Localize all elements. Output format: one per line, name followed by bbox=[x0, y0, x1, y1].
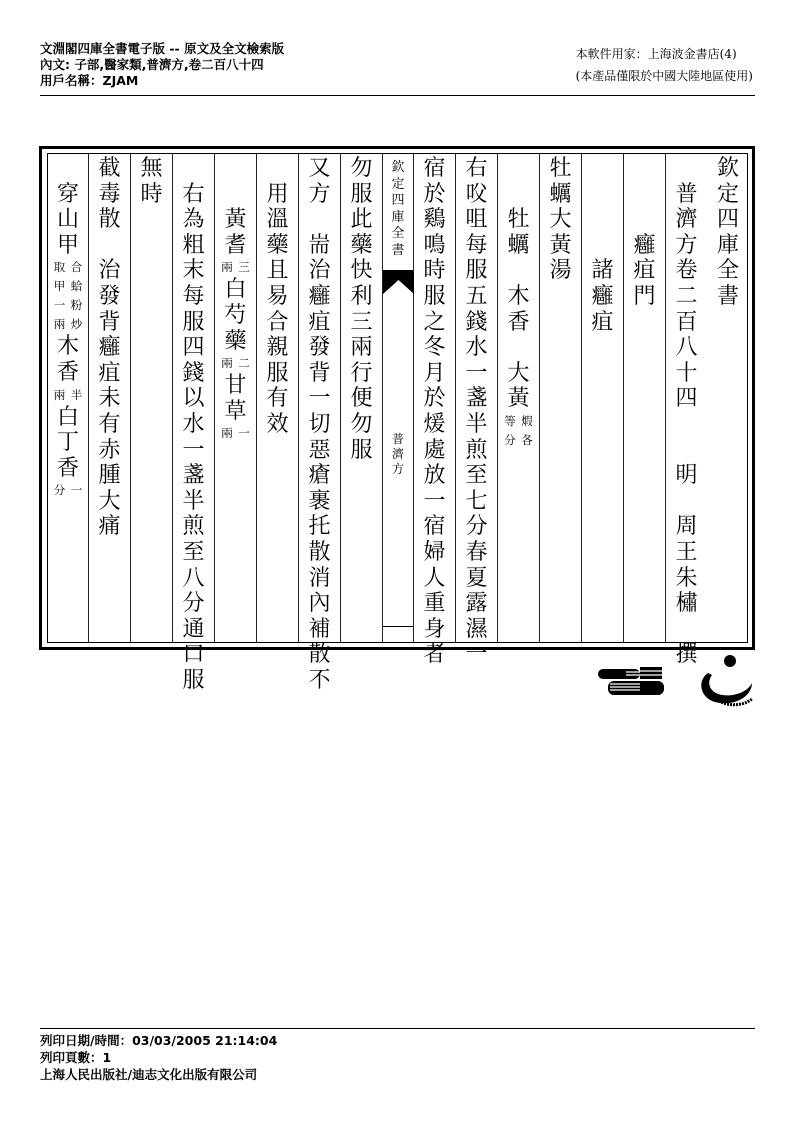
glyph: 毒 bbox=[98, 181, 121, 207]
text-column bbox=[340, 154, 382, 642]
annotation-note: 合 蛤 粉 炒 取 甲 一 兩 bbox=[53, 260, 83, 332]
glyph: 癰 bbox=[633, 232, 656, 258]
glyph: 每 bbox=[465, 232, 488, 258]
glyph: 之 bbox=[423, 309, 446, 335]
glyph: 撰 bbox=[675, 642, 698, 668]
glyph: 半 bbox=[465, 411, 488, 437]
glyph: 蠣 bbox=[507, 232, 530, 258]
glyph: 庫 bbox=[716, 232, 739, 258]
glyph: 治 bbox=[98, 258, 121, 284]
glyph: 半 bbox=[182, 488, 205, 514]
column-text bbox=[456, 156, 497, 668]
glyph: 煎 bbox=[465, 437, 488, 463]
glyph: 冬 bbox=[423, 335, 446, 361]
glyph: 消 bbox=[308, 565, 331, 591]
text-column bbox=[256, 154, 298, 642]
glyph: 甲 bbox=[56, 232, 79, 258]
print-page-count: 列印頁數：1 bbox=[40, 1050, 112, 1065]
column-text bbox=[707, 156, 749, 310]
glyph: 親 bbox=[266, 335, 289, 361]
glyph: 每 bbox=[182, 283, 205, 309]
text-column bbox=[48, 154, 88, 642]
glyph: 香 bbox=[56, 455, 79, 481]
glyph: 腫 bbox=[98, 463, 121, 489]
fish-tail-column bbox=[382, 154, 413, 642]
glyph: 身 bbox=[423, 616, 446, 642]
glyph: 七 bbox=[465, 488, 488, 514]
annotation-note: 煆 各 等 分 bbox=[504, 413, 533, 447]
text-column bbox=[707, 154, 749, 642]
glyph: 分 bbox=[182, 591, 205, 617]
glyph: 疽 bbox=[591, 309, 614, 335]
glyph: 服 bbox=[266, 360, 289, 386]
glyph: 不 bbox=[308, 667, 331, 693]
glyph: 效 bbox=[266, 411, 289, 437]
annotation-note: 三 兩 bbox=[221, 260, 250, 275]
annotation-note: 二 兩 bbox=[221, 356, 250, 371]
glyph: 服 bbox=[423, 283, 446, 309]
fish-tail-book-name: 普 濟 方 bbox=[383, 294, 413, 627]
glyph: 白 bbox=[224, 277, 247, 303]
glyph: 水 bbox=[182, 411, 205, 437]
glyph: 四 bbox=[182, 335, 205, 361]
column-text bbox=[498, 156, 539, 450]
annotation-note: 一 兩 bbox=[221, 426, 250, 441]
glyph: 盞 bbox=[182, 463, 205, 489]
annotation-note: 半 兩 bbox=[53, 387, 83, 402]
glyph: 橚 bbox=[675, 591, 698, 617]
glyph: 處 bbox=[423, 437, 446, 463]
glyph: 方 bbox=[675, 232, 698, 258]
glyph: 時 bbox=[423, 258, 446, 284]
glyph: 草 bbox=[224, 398, 247, 424]
glyph: 明 bbox=[675, 463, 698, 489]
glyph: 濟 bbox=[675, 207, 698, 233]
glyph: 定 bbox=[716, 181, 739, 207]
column-text bbox=[89, 156, 130, 540]
glyph: 快 bbox=[350, 258, 373, 284]
header-left bbox=[40, 41, 284, 89]
glyph: 濕 bbox=[465, 616, 488, 642]
glyph: 全 bbox=[716, 258, 739, 284]
glyph: 粗 bbox=[182, 232, 205, 258]
glyph: 切 bbox=[308, 411, 331, 437]
glyph: 服 bbox=[350, 437, 373, 463]
glyph: 方 bbox=[308, 181, 331, 207]
content-path: 內文: 子部,醫家類,普濟方,卷二百八十四 bbox=[40, 57, 264, 72]
glyph: 行 bbox=[350, 360, 373, 386]
glyph: 香 bbox=[56, 359, 79, 385]
glyph: 服 bbox=[182, 667, 205, 693]
glyph: 婦 bbox=[423, 539, 446, 565]
glyph: 春 bbox=[465, 539, 488, 565]
glyph: 黃 bbox=[507, 386, 530, 412]
glyph: 疽 bbox=[98, 360, 121, 386]
fish-tail-title: 欽 定 四 庫 全 書 bbox=[391, 160, 405, 258]
glyph: 至 bbox=[182, 539, 205, 565]
glyph: 香 bbox=[507, 309, 530, 335]
column-text bbox=[414, 156, 455, 668]
text-column bbox=[665, 154, 707, 668]
glyph: 夏 bbox=[465, 565, 488, 591]
glyph: 補 bbox=[308, 616, 331, 642]
glyph: 裹 bbox=[308, 488, 331, 514]
glyph: 㕮 bbox=[465, 181, 488, 207]
glyph: 一 bbox=[465, 360, 488, 386]
glyph: 發 bbox=[98, 283, 121, 309]
glyph: 煖 bbox=[423, 411, 446, 437]
glyph: 兩 bbox=[350, 335, 373, 361]
column-text bbox=[257, 156, 298, 438]
glyph: 疽 bbox=[308, 309, 331, 335]
logos bbox=[596, 655, 756, 715]
glyph: 煎 bbox=[182, 514, 205, 540]
glyph: 五 bbox=[465, 283, 488, 309]
licensee: 本軟件用家：上海波金書店(4) bbox=[575, 47, 737, 61]
column-text bbox=[624, 156, 665, 310]
text-column bbox=[172, 154, 214, 693]
glyph: 穿 bbox=[56, 181, 79, 207]
glyph: 藥 bbox=[266, 232, 289, 258]
glyph: 人 bbox=[423, 565, 446, 591]
glyph: 勿 bbox=[350, 411, 373, 437]
glyph: 疽 bbox=[633, 258, 656, 284]
glyph: 大 bbox=[98, 488, 121, 514]
glyph: 二 bbox=[675, 283, 698, 309]
glyph: 一 bbox=[308, 386, 331, 412]
glyph: 放 bbox=[423, 463, 446, 489]
glyph: 合 bbox=[266, 309, 289, 335]
glyph: 藥 bbox=[350, 232, 373, 258]
column-text bbox=[215, 156, 256, 443]
text-column bbox=[214, 154, 256, 642]
glyph: 瘡 bbox=[308, 463, 331, 489]
glyph: 內 bbox=[308, 591, 331, 617]
glyph: 惡 bbox=[308, 437, 331, 463]
header-rule bbox=[40, 95, 755, 96]
text-column bbox=[623, 154, 665, 642]
glyph: 有 bbox=[98, 411, 121, 437]
text-column bbox=[455, 154, 497, 668]
glyph: 用 bbox=[266, 181, 289, 207]
glyph: 發 bbox=[308, 335, 331, 361]
glyph: 未 bbox=[98, 386, 121, 412]
glyph: 木 bbox=[507, 283, 530, 309]
glyph: 月 bbox=[423, 360, 446, 386]
glyph: 八 bbox=[675, 335, 698, 361]
glyph: 右 bbox=[465, 156, 488, 181]
glyph: 癰 bbox=[591, 283, 614, 309]
glyph: 門 bbox=[633, 283, 656, 309]
glyph: 又 bbox=[308, 156, 331, 181]
glyph: 癰 bbox=[308, 283, 331, 309]
glyph: 此 bbox=[350, 207, 373, 233]
glyph: 諸 bbox=[591, 258, 614, 284]
column-text bbox=[131, 156, 172, 207]
glyph: 木 bbox=[56, 334, 79, 360]
column-text bbox=[666, 156, 707, 668]
glyph: 八 bbox=[182, 565, 205, 591]
glyph: 水 bbox=[465, 335, 488, 361]
column-text bbox=[582, 156, 623, 335]
text-column bbox=[88, 154, 130, 642]
glyph: 一 bbox=[182, 437, 205, 463]
column-text bbox=[540, 156, 581, 284]
text-column bbox=[539, 154, 581, 642]
glyph: 以 bbox=[182, 386, 205, 412]
glyph: 截 bbox=[98, 156, 121, 181]
region-notice: (本產品僅限於中國大陸地區使用) bbox=[575, 69, 753, 83]
glyph: 分 bbox=[465, 514, 488, 540]
glyph: 耑 bbox=[308, 232, 331, 258]
glyph: 散 bbox=[98, 207, 121, 233]
glyph: 十 bbox=[675, 360, 698, 386]
text-columns bbox=[47, 153, 748, 693]
glyph: 朱 bbox=[675, 565, 698, 591]
glyph: 盞 bbox=[465, 386, 488, 412]
glyph: 時 bbox=[140, 181, 163, 207]
glyph: 三 bbox=[350, 309, 373, 335]
glyph: 至 bbox=[465, 463, 488, 489]
glyph: 痛 bbox=[98, 514, 121, 540]
glyph: 赤 bbox=[98, 437, 121, 463]
glyph: 者 bbox=[423, 642, 446, 668]
glyph: 咀 bbox=[465, 207, 488, 233]
glyph: 湯 bbox=[549, 258, 572, 284]
glyph: 服 bbox=[465, 258, 488, 284]
glyph: 服 bbox=[182, 309, 205, 335]
glyph: 百 bbox=[675, 309, 698, 335]
glyph: 耆 bbox=[224, 232, 247, 258]
header-right bbox=[576, 43, 753, 87]
glyph: 大 bbox=[507, 360, 530, 386]
glyph: 黃 bbox=[224, 207, 247, 233]
glyph: 溫 bbox=[266, 207, 289, 233]
glyph: 重 bbox=[423, 591, 446, 617]
column-text bbox=[383, 156, 413, 627]
fish-tail-mark bbox=[383, 270, 413, 294]
glyph: 卷 bbox=[675, 258, 698, 284]
glyph: 書 bbox=[716, 283, 739, 309]
dizhi-brush-logo bbox=[690, 651, 760, 711]
product-title: 文淵閣四庫全書電子版 -- 原文及全文檢索版 bbox=[40, 41, 285, 56]
glyph: 便 bbox=[350, 386, 373, 412]
glyph: 利 bbox=[350, 283, 373, 309]
column-text bbox=[173, 156, 214, 693]
glyph: 露 bbox=[465, 591, 488, 617]
glyph: 散 bbox=[308, 539, 331, 565]
glyph: 散 bbox=[308, 642, 331, 668]
glyph: 於 bbox=[423, 181, 446, 207]
glyph: 右 bbox=[182, 181, 205, 207]
glyph: 牡 bbox=[549, 156, 572, 181]
glyph: 大 bbox=[549, 207, 572, 233]
glyph: 治 bbox=[308, 258, 331, 284]
footer bbox=[40, 1032, 277, 1083]
glyph: 普 bbox=[675, 181, 698, 207]
glyph: 四 bbox=[675, 386, 698, 412]
glyph: 白 bbox=[56, 404, 79, 430]
glyph: 丁 bbox=[56, 430, 79, 456]
column-text bbox=[299, 156, 340, 693]
text-column bbox=[497, 154, 539, 642]
text-column bbox=[413, 154, 455, 668]
print-datetime: 列印日期/時間：03/03/2005 21:14:04 bbox=[40, 1033, 278, 1048]
glyph: 無 bbox=[140, 156, 163, 181]
glyph: 甘 bbox=[224, 373, 247, 399]
text-column bbox=[298, 154, 340, 693]
glyph: 周 bbox=[675, 514, 698, 540]
annotation-note: 一 分 bbox=[53, 483, 83, 498]
glyph: 欽 bbox=[716, 156, 739, 181]
glyph: 背 bbox=[98, 309, 121, 335]
glyph: 錢 bbox=[182, 360, 205, 386]
glyph: 口 bbox=[182, 642, 205, 668]
column-text bbox=[341, 156, 382, 463]
glyph: 服 bbox=[350, 181, 373, 207]
glyph: 且 bbox=[266, 258, 289, 284]
glyph: 藥 bbox=[224, 328, 247, 354]
glyph: 宿 bbox=[423, 514, 446, 540]
glyph: 黃 bbox=[549, 232, 572, 258]
glyph: 四 bbox=[716, 207, 739, 233]
glyph: 蠣 bbox=[549, 181, 572, 207]
glyph: 托 bbox=[308, 514, 331, 540]
text-column bbox=[581, 154, 623, 642]
glyph: 背 bbox=[308, 360, 331, 386]
glyph: 鳴 bbox=[423, 232, 446, 258]
glyph: 一 bbox=[423, 488, 446, 514]
glyph: 有 bbox=[266, 386, 289, 412]
glyph: 癰 bbox=[98, 335, 121, 361]
glyph: 王 bbox=[675, 539, 698, 565]
glyph: 於 bbox=[423, 386, 446, 412]
glyph: 芍 bbox=[224, 302, 247, 328]
glyph: 錢 bbox=[465, 309, 488, 335]
glyph: 為 bbox=[182, 207, 205, 233]
glyph: 鷄 bbox=[423, 207, 446, 233]
glyph: 山 bbox=[56, 207, 79, 233]
page-frame bbox=[39, 146, 755, 693]
glyph: 末 bbox=[182, 258, 205, 284]
column-text bbox=[48, 156, 88, 500]
glyph: 宿 bbox=[423, 156, 446, 181]
text-column bbox=[130, 154, 172, 642]
glyph: 一 bbox=[465, 642, 488, 668]
footer-rule bbox=[40, 1028, 755, 1029]
publisher: 上海人民出版社/迪志文化出版有限公司 bbox=[40, 1067, 258, 1082]
glyph: 牡 bbox=[507, 207, 530, 233]
user-name: 用戶名稱：ZJAM bbox=[40, 73, 139, 88]
glyph: 易 bbox=[266, 283, 289, 309]
glyph: 勿 bbox=[350, 156, 373, 181]
glyph: 通 bbox=[182, 616, 205, 642]
